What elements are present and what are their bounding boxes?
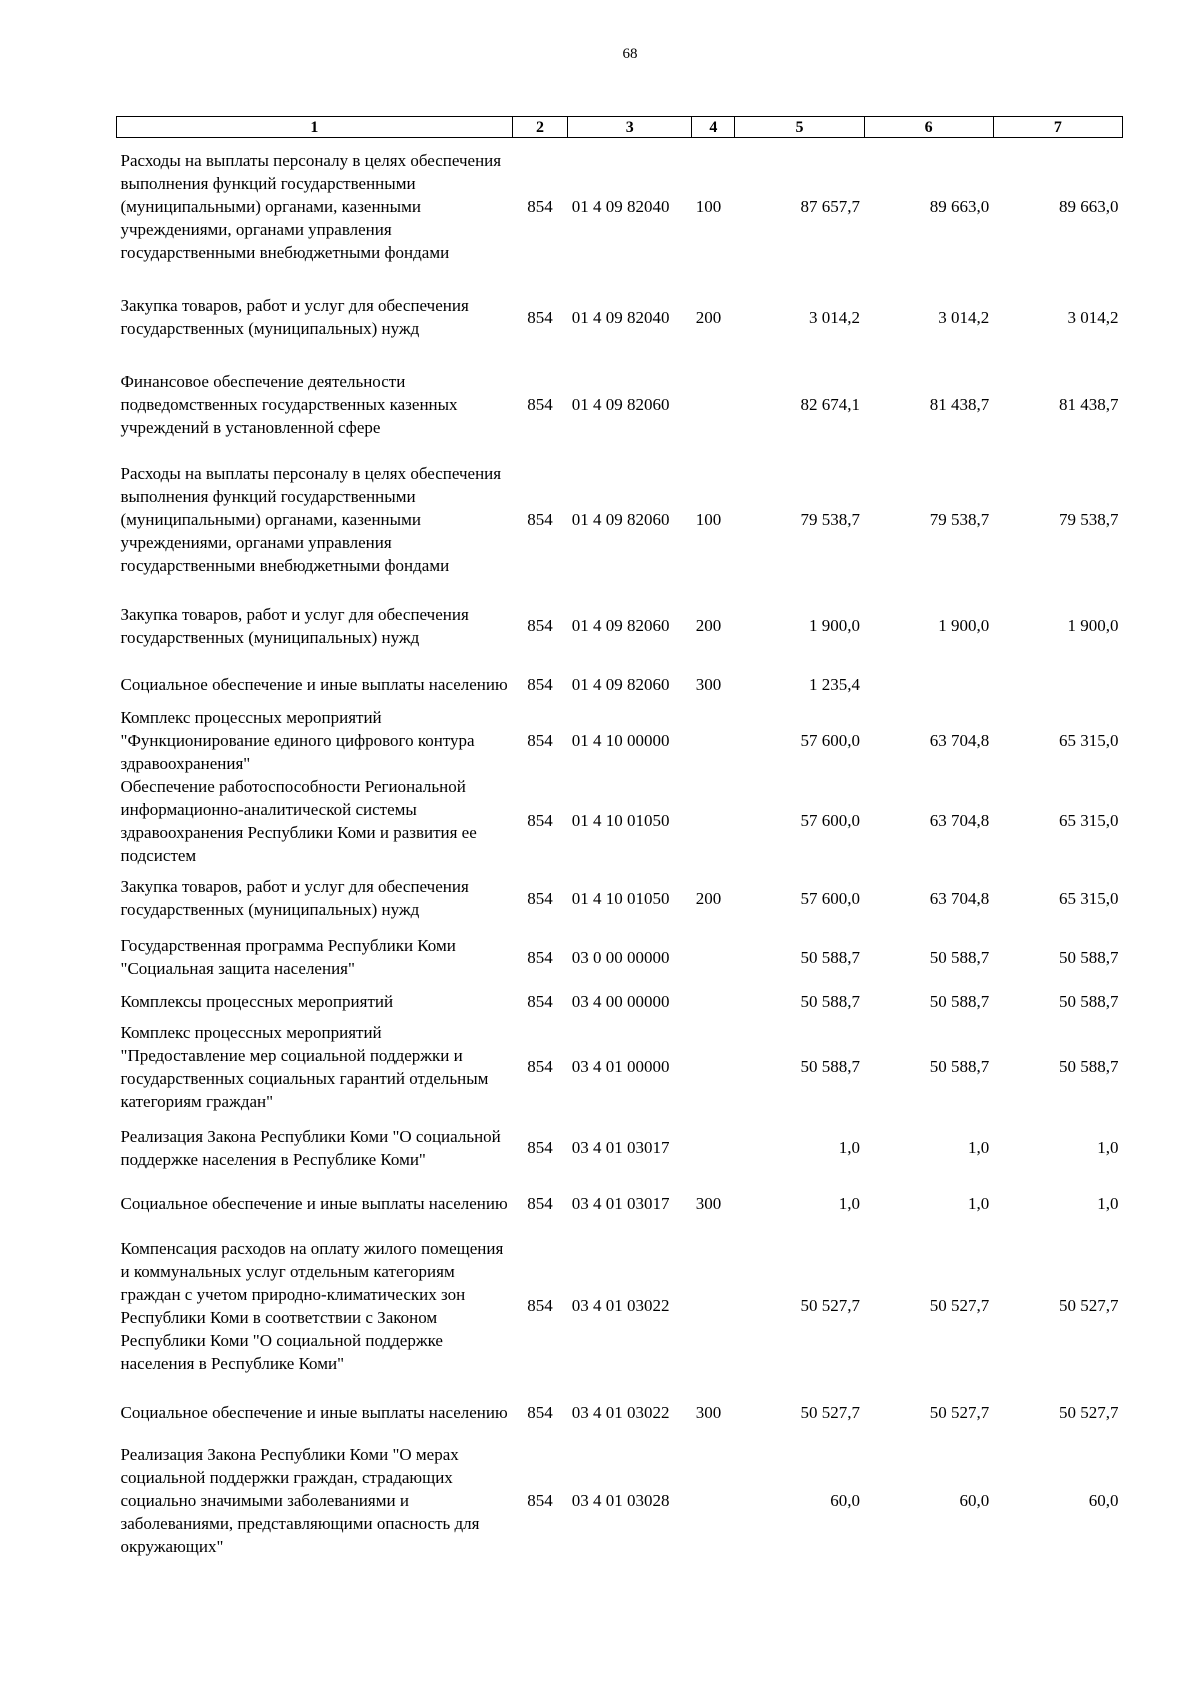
row-target-code: 01 4 09 82060	[571, 674, 670, 694]
row-expense-type	[692, 1115, 735, 1181]
col-header-6: 6	[864, 117, 993, 138]
row-value-col5: 60,0	[830, 1491, 861, 1510]
row-value-col7: 81 438,7	[1059, 395, 1119, 414]
row-name: Реализация Закона Республики Коми "О мерах социальной поддержки граждан, страдающих социально значимыми заболеваниями и заболеваниями, представляющими опасность для окружающих"	[120, 1445, 480, 1556]
row-name: Финансовое обеспечение деятельности подведомственных государственных казенных учреждений в установленной сфере	[120, 372, 458, 437]
row-value-col7: 1,0	[1097, 1138, 1119, 1157]
row-value-col5: 87 657,7	[800, 197, 861, 217]
row-target-code: 03 4 01 03017	[571, 1138, 670, 1157]
row-ministry-code: 854	[527, 616, 553, 635]
row-value-col6: 50 527,7	[929, 1296, 990, 1315]
col-header-4: 4	[692, 117, 735, 138]
row-name: Социальное обеспечение и иные выплаты населению	[120, 1194, 508, 1213]
row-expense-type: 100	[695, 197, 722, 217]
row-value-col6: 63 704,8	[929, 730, 990, 750]
row-value-col5: 1,0	[838, 1138, 861, 1157]
table-row	[117, 1385, 1123, 1440]
row-value-col5: 57 600,0	[800, 730, 861, 750]
row-value-col7: 60,0	[1088, 1491, 1119, 1510]
row-ministry-code: 854	[527, 1138, 553, 1157]
row-name: Расходы на выплаты персоналу в целях обеспечения выполнения функций государственными (муниципальными) органами, казенными учреждениями, органами управления государственными внебюджетными фондами	[120, 464, 502, 575]
row-value-col7: 65 315,0	[1059, 888, 1119, 908]
row-name: Закупка товаров, работ и услуг для обеспечения государственных (муниципальных) нужд	[120, 877, 469, 919]
row-name: Комплексы процессных мероприятий	[120, 992, 394, 1011]
row-name: Реализация Закона Республики Коми "О социальной поддержке населения в Республике Коми"	[120, 1126, 501, 1169]
row-expense-type: 300	[695, 1402, 722, 1422]
row-expense-type: 300	[695, 1194, 722, 1213]
row-name: Закупка товаров, работ и услуг для обеспечения государственных (муниципальных) нужд	[120, 604, 469, 647]
row-name: Комплекс процессных мероприятий "Предоставление мер социальной поддержки и государственных социальных гарантий отдельным категориям граждан"	[120, 1022, 489, 1111]
row-value-col6: 63 704,8	[929, 888, 990, 908]
row-value-col7	[993, 663, 1122, 706]
row-target-code: 03 4 01 03022	[571, 1402, 670, 1422]
row-target-code: 01 4 09 82040	[571, 197, 670, 217]
row-target-code: 03 4 01 00000	[571, 1057, 670, 1076]
table-row	[117, 663, 1123, 706]
row-ministry-code: 854	[527, 1057, 553, 1076]
table-row	[117, 1227, 1123, 1385]
row-value-col6: 63 704,8	[929, 811, 990, 830]
row-value-col7: 50 527,7	[1059, 1402, 1119, 1422]
budget-table	[116, 116, 1123, 1562]
row-name: Социальное обеспечение и иные выплаты населению	[120, 674, 508, 694]
table-row	[117, 867, 1123, 930]
row-target-code: 01 4 09 82040	[571, 307, 670, 327]
table-row	[117, 930, 1123, 985]
row-value-col6: 50 588,7	[929, 992, 990, 1011]
row-value-col5: 50 527,7	[800, 1296, 861, 1315]
col-header-3: 3	[568, 117, 692, 138]
row-value-col6: 50 588,7	[929, 947, 990, 967]
row-ministry-code: 854	[527, 307, 553, 327]
row-value-col7: 50 588,7	[1059, 1057, 1119, 1076]
row-name: Социальное обеспечение и иные выплаты населению	[120, 1402, 508, 1422]
row-value-col7: 79 538,7	[1059, 510, 1119, 529]
row-value-col6: 1,0	[968, 1194, 990, 1213]
row-target-code: 01 4 10 01050	[571, 811, 670, 830]
row-target-code: 03 0 00 00000	[571, 947, 670, 967]
row-expense-type	[692, 359, 735, 451]
row-value-col6: 79 538,7	[929, 510, 990, 529]
table-row	[117, 1440, 1123, 1562]
table-body	[117, 138, 1123, 1562]
row-target-code: 01 4 10 00000	[571, 730, 670, 750]
row-expense-type	[692, 1019, 735, 1115]
row-expense-type	[692, 706, 735, 775]
table-row	[117, 589, 1123, 663]
col-header-1: 1	[117, 117, 513, 138]
row-value-col6: 1,0	[968, 1138, 990, 1157]
row-value-col5: 1 235,4	[809, 674, 861, 694]
row-ministry-code: 854	[527, 510, 553, 529]
row-value-col5: 1,0	[838, 1194, 861, 1213]
row-value-col7: 3 014,2	[1067, 307, 1119, 327]
col-header-2: 2	[512, 117, 567, 138]
row-expense-type: 200	[695, 616, 722, 635]
table-row	[117, 276, 1123, 359]
row-target-code: 01 4 10 01050	[571, 888, 670, 908]
row-ministry-code: 854	[527, 811, 553, 830]
row-value-col7: 1 900,0	[1067, 616, 1119, 635]
table-header-row	[117, 117, 1123, 138]
table-row	[117, 985, 1123, 1019]
row-value-col5: 50 588,7	[800, 947, 861, 967]
row-target-code: 03 4 00 00000	[571, 992, 670, 1011]
row-value-col7: 89 663,0	[1059, 197, 1119, 217]
row-value-col6: 60,0	[959, 1491, 990, 1510]
row-ministry-code: 854	[527, 1402, 553, 1422]
row-target-code: 01 4 09 82060	[571, 616, 670, 635]
row-value-col5: 50 588,7	[800, 992, 861, 1011]
row-name: Расходы на выплаты персоналу в целях обеспечения выполнения функций государственными (муниципальными) органами, казенными учреждениями, органами управления государственными внебюджетными фондами	[120, 151, 502, 263]
row-ministry-code: 854	[527, 674, 553, 694]
col-header-5: 5	[735, 117, 864, 138]
row-value-col7: 65 315,0	[1059, 730, 1119, 750]
row-ministry-code: 854	[527, 730, 553, 750]
row-value-col5: 82 674,1	[800, 395, 861, 414]
row-ministry-code: 854	[527, 888, 553, 908]
row-value-col7: 50 527,7	[1059, 1296, 1119, 1315]
row-expense-type: 100	[695, 510, 722, 529]
row-value-col7: 50 588,7	[1059, 947, 1119, 967]
row-ministry-code: 854	[527, 395, 553, 414]
table-row	[117, 706, 1123, 775]
row-value-col6: 50 588,7	[929, 1057, 990, 1076]
page-number: 68	[622, 46, 638, 62]
row-value-col5: 50 588,7	[800, 1057, 861, 1076]
table-row	[117, 359, 1123, 451]
row-ministry-code: 854	[527, 197, 553, 217]
row-expense-type: 300	[695, 674, 722, 694]
table-row	[117, 1181, 1123, 1227]
row-expense-type	[692, 1227, 735, 1385]
row-ministry-code: 854	[527, 1296, 553, 1315]
row-expense-type: 200	[695, 888, 722, 908]
row-name: Обеспечение работоспособности Региональной информационно-аналитической системы здравоохранения Республики Коми и развития ее подсистем	[120, 776, 477, 865]
row-expense-type	[692, 775, 735, 867]
table-row	[117, 1019, 1123, 1115]
row-value-col6: 50 527,7	[929, 1402, 990, 1422]
row-target-code: 01 4 09 82060	[571, 510, 670, 529]
row-value-col7: 1,0	[1097, 1194, 1119, 1213]
row-value-col5: 57 600,0	[800, 811, 861, 830]
row-name: Комплекс процессных мероприятий "Функционирование единого цифрового контура здравоохранения"	[120, 707, 475, 773]
row-ministry-code: 854	[527, 992, 553, 1011]
row-value-col6: 81 438,7	[929, 395, 990, 414]
table-row	[117, 775, 1123, 867]
row-value-col5: 3 014,2	[809, 307, 861, 327]
row-target-code: 03 4 01 03022	[571, 1296, 670, 1315]
row-name: Компенсация расходов на оплату жилого помещения и коммунальных услуг отдельным категориям граждан с учетом природно-климатических зон Республики Коми в соответствии с Законом Республики Коми "О социальной поддержке населения в Республике Коми"	[120, 1238, 504, 1373]
row-value-col6: 89 663,0	[929, 197, 990, 217]
row-value-col5: 1 900,0	[809, 616, 861, 635]
row-target-code: 03 4 01 03028	[571, 1491, 670, 1510]
row-target-code: 01 4 09 82060	[571, 395, 670, 414]
row-expense-type: 200	[695, 307, 722, 327]
row-value-col5: 79 538,7	[800, 510, 861, 529]
row-expense-type	[692, 1440, 735, 1562]
row-value-col5: 57 600,0	[800, 888, 861, 908]
table-row	[117, 138, 1123, 276]
row-expense-type	[692, 930, 735, 985]
row-name: Закупка товаров, работ и услуг для обеспечения государственных (муниципальных) нужд	[120, 296, 469, 338]
row-expense-type	[692, 985, 735, 1019]
table-row	[117, 451, 1123, 589]
table-row	[117, 1115, 1123, 1181]
row-target-code: 03 4 01 03017	[571, 1194, 670, 1213]
row-ministry-code: 854	[527, 947, 553, 967]
row-value-col6: 1 900,0	[938, 616, 990, 635]
row-value-col6: 3 014,2	[938, 307, 990, 327]
row-ministry-code: 854	[527, 1491, 553, 1510]
row-value-col7: 65 315,0	[1059, 811, 1119, 830]
row-value-col5: 50 527,7	[800, 1402, 861, 1422]
row-ministry-code: 854	[527, 1194, 553, 1213]
row-name: Государственная программа Республики Коми "Социальная защита населения"	[120, 936, 456, 978]
row-value-col7: 50 588,7	[1059, 992, 1119, 1011]
row-value-col6	[864, 663, 993, 706]
col-header-7: 7	[993, 117, 1122, 138]
